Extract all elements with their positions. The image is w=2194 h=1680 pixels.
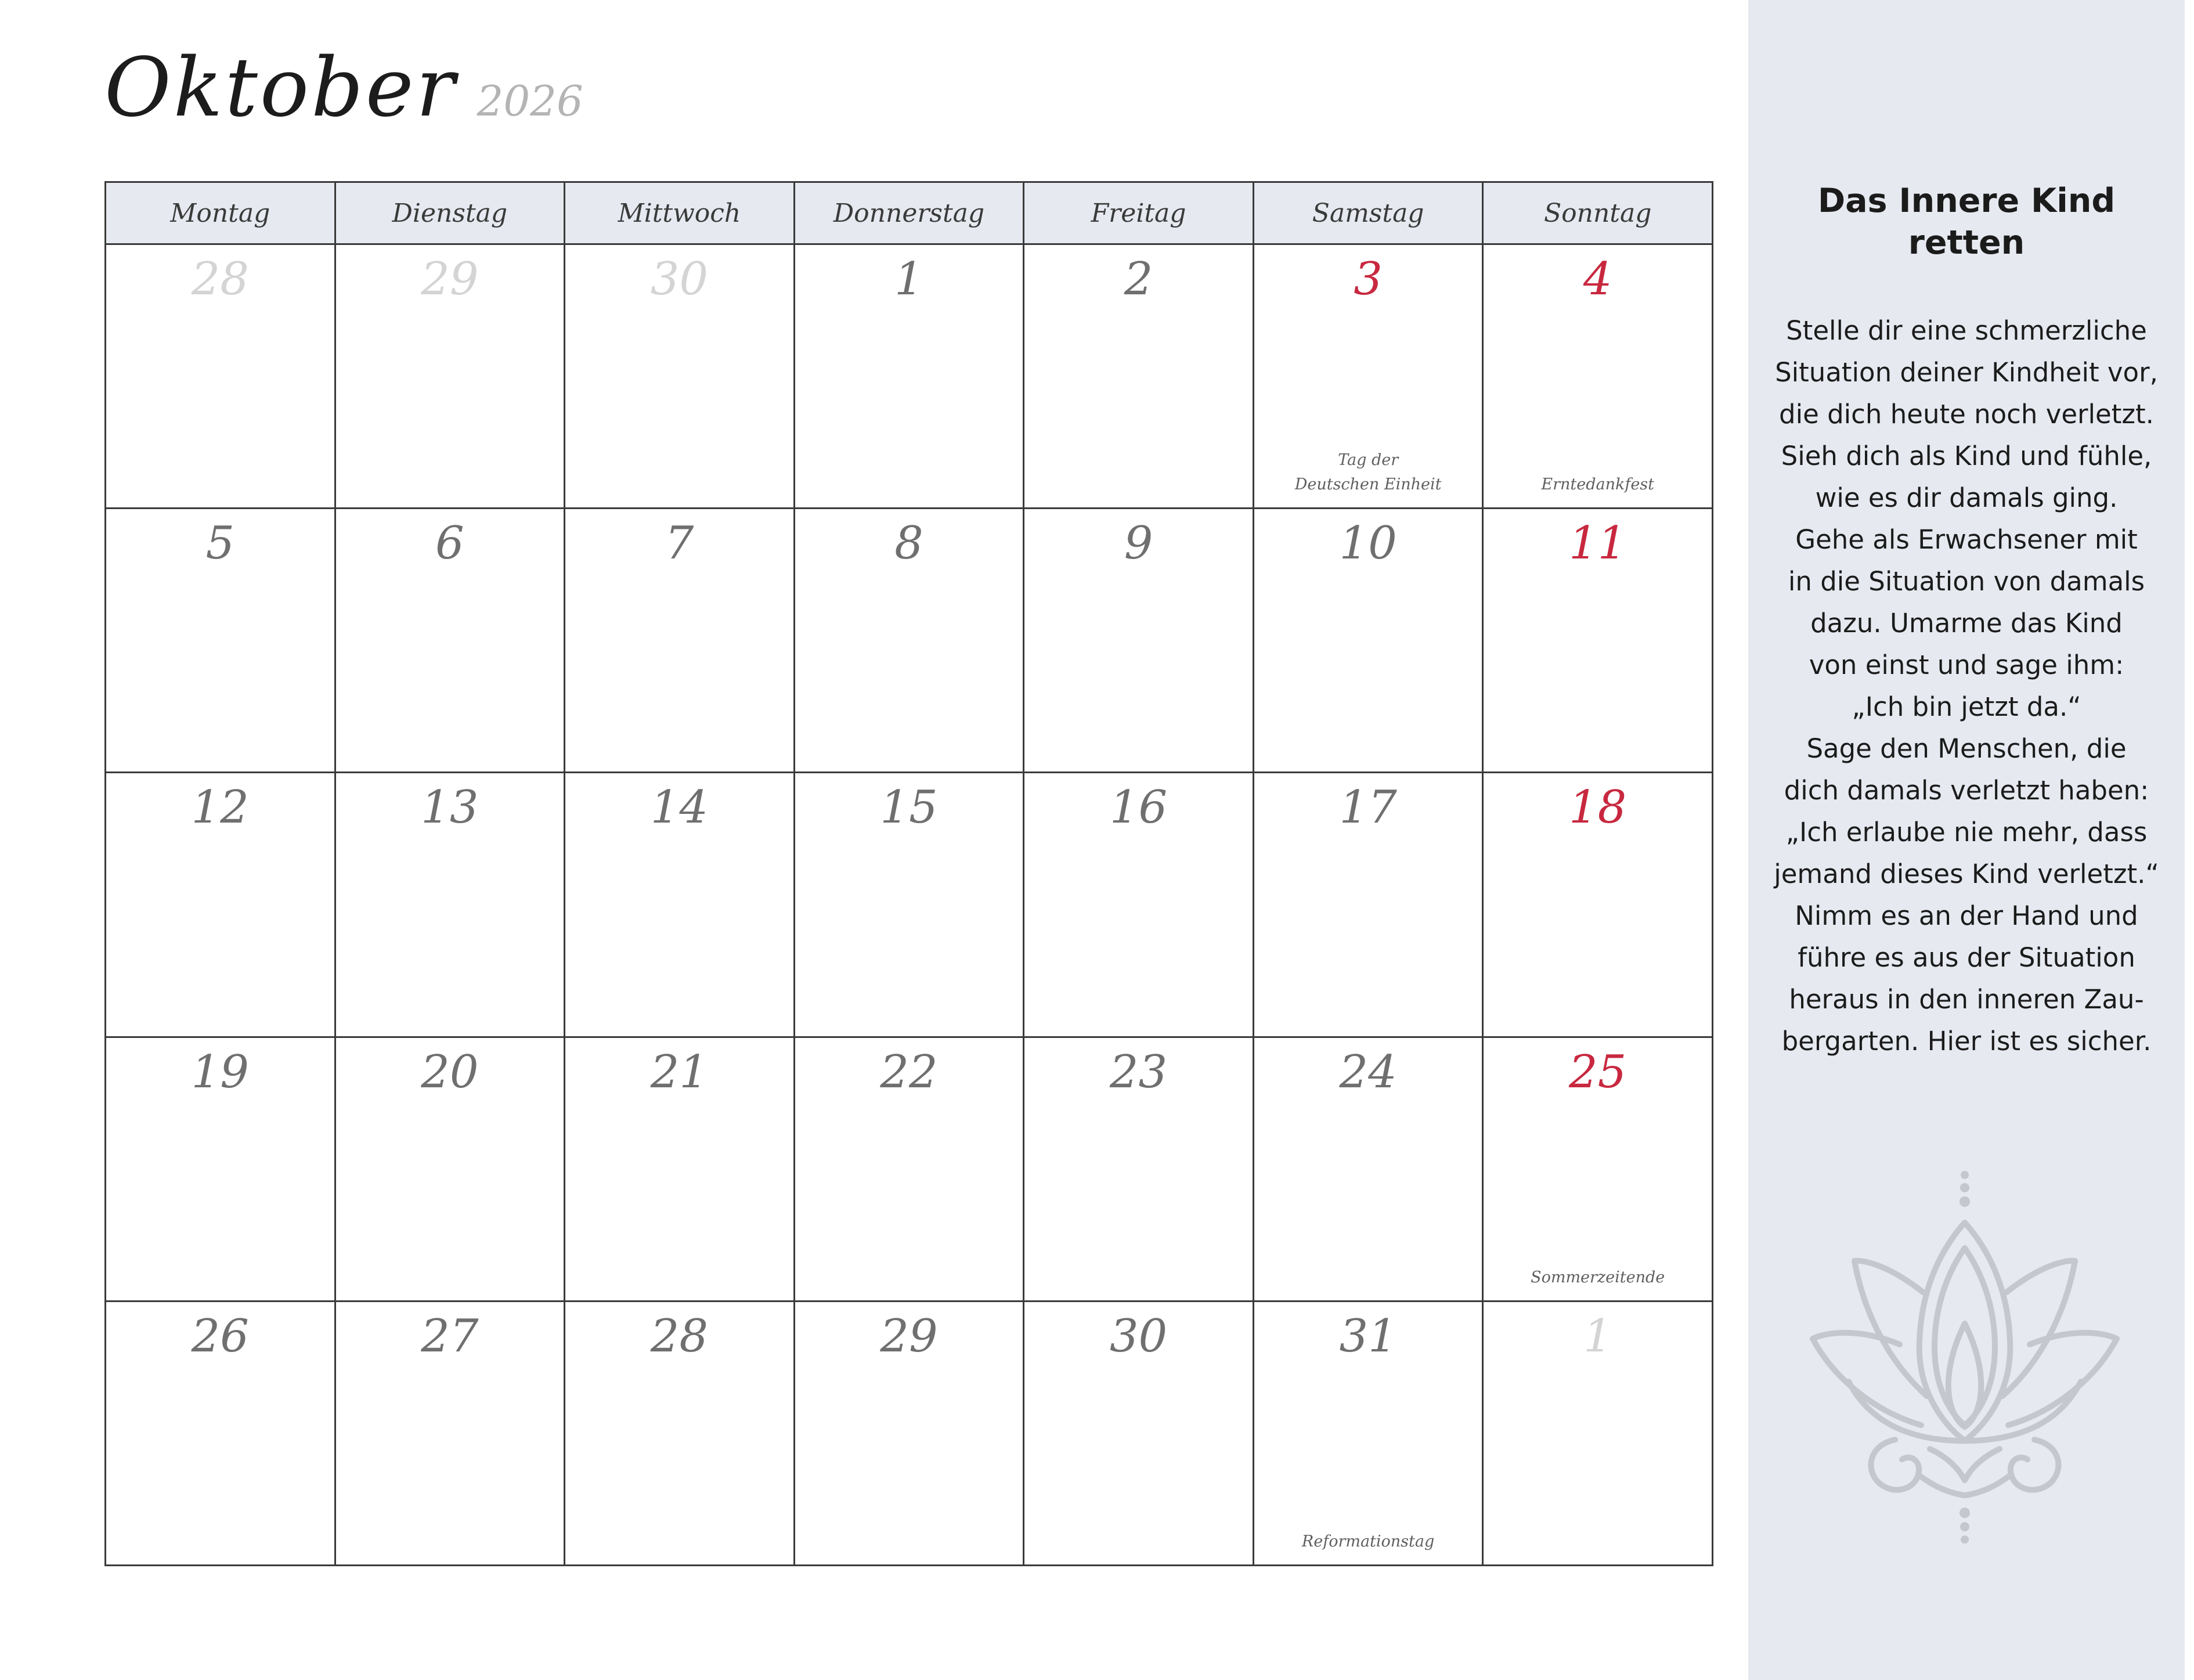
day-cell: [794, 773, 1024, 1037]
day-number: 20: [421, 1046, 479, 1098]
day-cell: [1483, 1037, 1713, 1301]
day-number: 27: [421, 1310, 479, 1362]
lotus-icon: [1808, 1167, 2121, 1573]
day-number: 1: [1583, 1310, 1612, 1362]
day-cell: [106, 1037, 335, 1301]
holiday-note-line: Tag der: [1338, 451, 1399, 470]
weekday-header: Mittwoch: [565, 182, 795, 244]
day-cell: [335, 1037, 565, 1301]
year-label: 2026: [477, 77, 583, 125]
day-cell: [1253, 1301, 1483, 1565]
sidebar-text-line: „Ich erlaube nie mehr, dass: [1785, 817, 2148, 848]
weekday-header: Montag: [106, 182, 335, 244]
week-row: [106, 244, 1713, 509]
day-cell: [565, 509, 795, 773]
sidebar-text-line: „Ich bin jetzt da.“: [1852, 691, 2081, 722]
sidebar-title-line: retten: [1908, 223, 2025, 262]
sidebar-text-line: Sage den Menschen, die: [1806, 733, 2127, 764]
day-cell: [1024, 1301, 1254, 1565]
day-cell: [335, 509, 565, 773]
sidebar-panel: [1748, 0, 2185, 1680]
day-cell: [1253, 509, 1483, 773]
day-cell: [335, 244, 565, 509]
day-number: 13: [421, 781, 479, 834]
day-number: 28: [191, 253, 249, 305]
day-number: 6: [435, 517, 464, 570]
day-number: 3: [1354, 253, 1383, 305]
weekday-header: Freitag: [1024, 182, 1254, 244]
day-cell: [106, 1301, 335, 1565]
holiday-note: [1484, 1266, 1712, 1290]
calendar-weeks: [106, 244, 1713, 1566]
day-cell: [106, 244, 335, 509]
day-cell: [1024, 1037, 1254, 1301]
day-cell: [1253, 244, 1483, 509]
day-number: 18: [1569, 781, 1627, 834]
day-cell: [335, 1301, 565, 1565]
weekday-header: Donnerstag: [794, 182, 1024, 244]
holiday-note: [1254, 1530, 1482, 1554]
day-number: 23: [1109, 1046, 1168, 1098]
sidebar-text-line: Gehe als Erwachsener mit: [1795, 524, 2138, 555]
sidebar-text-line: dazu. Umarme das Kind: [1810, 608, 2123, 639]
holiday-note-line: Sommerzeitende: [1531, 1268, 1665, 1286]
day-number: 25: [1569, 1046, 1627, 1098]
day-cell: [565, 244, 795, 509]
day-number: 8: [894, 517, 923, 570]
sidebar-text-line: Stelle dir eine schmerzliche: [1786, 315, 2147, 346]
sidebar-title-line: Das Innere Kind: [1817, 182, 2116, 220]
day-number: 26: [191, 1310, 249, 1362]
day-number: 9: [1124, 517, 1153, 570]
day-cell: [1483, 244, 1713, 509]
day-cell: [1483, 509, 1713, 773]
day-number: 21: [650, 1046, 709, 1098]
day-number: 24: [1339, 1046, 1397, 1098]
day-cell: [1253, 1037, 1483, 1301]
day-number: 2: [1124, 253, 1153, 305]
month-title: Oktober: [104, 41, 457, 135]
day-cell: [1024, 244, 1254, 509]
sidebar-text-line: von einst und sage ihm:: [1809, 650, 2124, 680]
day-number: 17: [1339, 781, 1397, 834]
day-number: 11: [1569, 517, 1627, 570]
day-cell: [1024, 773, 1254, 1037]
sidebar-text-line: die dich heute noch verletzt.: [1779, 399, 2154, 430]
day-number: 12: [191, 781, 249, 834]
day-number: 10: [1339, 517, 1397, 570]
day-cell: [794, 509, 1024, 773]
day-number: 29: [421, 253, 479, 305]
sidebar-title: [1748, 180, 2185, 264]
holiday-note: [1484, 473, 1712, 497]
day-cell: [794, 1037, 1024, 1301]
day-number: 29: [880, 1310, 938, 1362]
day-number: 30: [650, 253, 709, 305]
sidebar-text-line: führe es aus der Situation: [1798, 942, 2135, 973]
day-number: 30: [1109, 1310, 1168, 1362]
sidebar-text-line: in die Situation von damals: [1788, 566, 2145, 597]
sidebar-text-line: jemand dieses Kind verletzt.“: [1774, 859, 2159, 889]
day-cell: [106, 773, 335, 1037]
day-cell: [106, 509, 335, 773]
day-cell: [1483, 773, 1713, 1037]
day-number: 28: [650, 1310, 709, 1362]
day-number: 4: [1583, 253, 1612, 305]
day-cell: [335, 773, 565, 1037]
week-row: [106, 509, 1713, 773]
day-number: 16: [1109, 781, 1168, 834]
month-calendar-grid: [104, 181, 1713, 1566]
day-number: 1: [894, 253, 923, 305]
day-cell: [1483, 1301, 1713, 1565]
week-row: [106, 1037, 1713, 1301]
sidebar-text-line: wie es dir damals ging.: [1815, 482, 2118, 513]
day-cell: [565, 1301, 795, 1565]
day-number: 5: [205, 517, 235, 570]
holiday-note-line: Erntedankfest: [1541, 475, 1655, 494]
day-number: 22: [880, 1046, 938, 1098]
day-cell: [1253, 773, 1483, 1037]
sidebar-text: [1748, 310, 2185, 1062]
sidebar-text-line: Nimm es an der Hand und: [1795, 900, 2138, 931]
sidebar-text-line: bergarten. Hier ist es sicher.: [1781, 1026, 2152, 1057]
sidebar-text-line: Sieh dich als Kind und fühle,: [1781, 441, 2152, 471]
holiday-note-line: Deutschen Einheit: [1294, 475, 1442, 494]
day-number: 14: [650, 781, 709, 834]
week-row: [106, 1301, 1713, 1565]
sidebar-text-line: heraus in den inneren Zau-: [1789, 984, 2144, 1015]
sidebar-text-line: Situation deiner Kindheit vor,: [1775, 357, 2158, 388]
holiday-note-line: Reformationstag: [1301, 1533, 1435, 1551]
day-number: 7: [665, 517, 694, 570]
weekday-header: Sonntag: [1483, 182, 1713, 244]
month-header: [104, 41, 583, 157]
weekday-header: Samstag: [1253, 182, 1483, 244]
day-cell: [1024, 509, 1254, 773]
day-number: 15: [880, 781, 938, 834]
day-cell: [565, 773, 795, 1037]
day-cell: [794, 1301, 1024, 1565]
day-number: 19: [191, 1046, 249, 1098]
week-row: [106, 773, 1713, 1037]
holiday-note: [1254, 448, 1482, 497]
weekday-header-row: [106, 182, 1713, 244]
day-cell: [565, 1037, 795, 1301]
day-cell: [794, 244, 1024, 509]
day-number: 31: [1339, 1310, 1397, 1362]
weekday-header: Dienstag: [335, 182, 565, 244]
sidebar-text-line: dich damals verletzt haben:: [1784, 775, 2149, 806]
